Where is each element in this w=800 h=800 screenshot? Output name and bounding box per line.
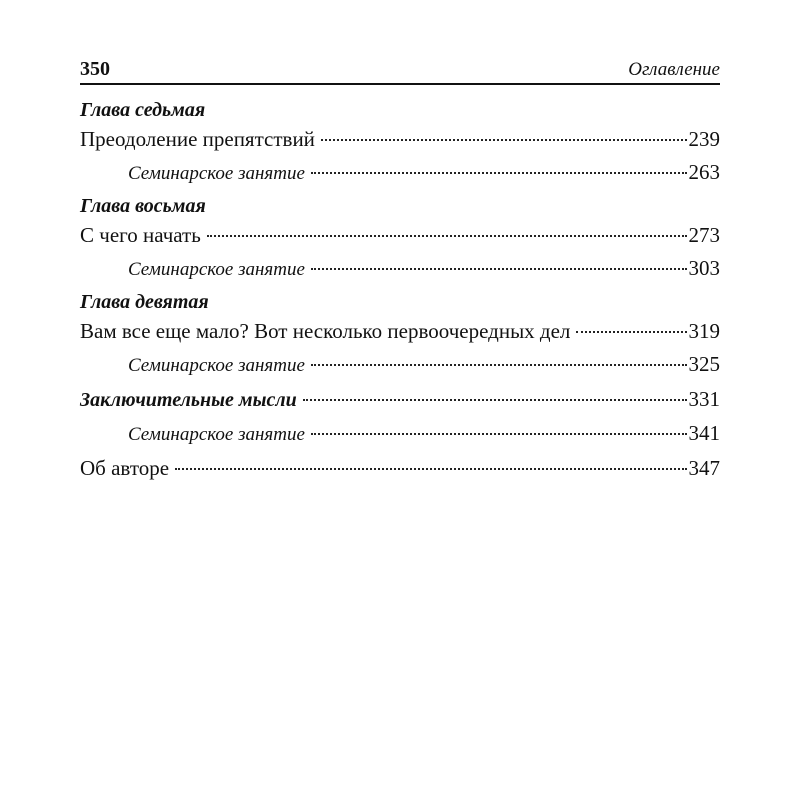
toc-entry-title: С чего начать: [80, 223, 201, 247]
toc-subentry-title: Семинарское занятие: [128, 259, 305, 280]
section-title: Оглавление: [628, 59, 720, 80]
toc-entry-page: 273: [688, 223, 720, 247]
dot-leader: [311, 433, 687, 435]
toc-entry-page: 239: [688, 127, 720, 151]
dot-leader: [311, 172, 687, 174]
toc-entry[interactable]: [80, 124, 720, 155]
toc-subentry-title: Семинарское занятие: [128, 355, 305, 376]
toc-entry-final-thoughts[interactable]: [80, 382, 720, 416]
chapter-heading: Глава девятая: [80, 291, 209, 313]
toc-subentry-page: 325: [688, 352, 720, 376]
toc-subentry-page: 303: [688, 256, 720, 280]
table-of-contents: [80, 97, 720, 484]
toc-entry-page: 347: [688, 456, 720, 480]
page-number: 350: [80, 58, 110, 80]
toc-subentry[interactable]: [80, 251, 720, 286]
chapter-heading: Глава восьмая: [80, 195, 206, 217]
toc-entry[interactable]: [80, 316, 720, 347]
toc-entry-title: Заключительные мысли: [80, 389, 297, 411]
toc-entry-title: Преодоление препятствий: [80, 127, 315, 151]
toc-subentry[interactable]: [80, 416, 720, 451]
toc-entry-page: 319: [688, 319, 720, 343]
dot-leader: [303, 399, 687, 401]
toc-subentry-title: Семинарское занятие: [128, 163, 305, 184]
dot-leader: [175, 468, 686, 470]
toc-subentry-page: 263: [688, 160, 720, 184]
toc-subentry[interactable]: [80, 347, 720, 382]
toc-entry-about-author[interactable]: [80, 453, 720, 484]
book-page: [80, 58, 720, 484]
dot-leader: [207, 235, 687, 237]
dot-leader: [311, 268, 687, 270]
dot-leader: [311, 364, 687, 366]
chapter-heading: Глава седьмая: [80, 99, 206, 121]
toc-subentry-page: 341: [688, 421, 720, 445]
running-head: [80, 58, 720, 85]
dot-leader: [321, 139, 687, 141]
toc-entry-page: 331: [688, 387, 720, 411]
dot-leader: [576, 331, 686, 333]
toc-entry-title: Об авторе: [80, 456, 170, 480]
toc-subentry[interactable]: [80, 155, 720, 190]
toc-entry[interactable]: [80, 220, 720, 251]
toc-entry-title: Вам все еще мало? Вот несколько первоочередных дел: [80, 319, 571, 343]
toc-subentry-title: Семинарское занятие: [128, 424, 305, 445]
